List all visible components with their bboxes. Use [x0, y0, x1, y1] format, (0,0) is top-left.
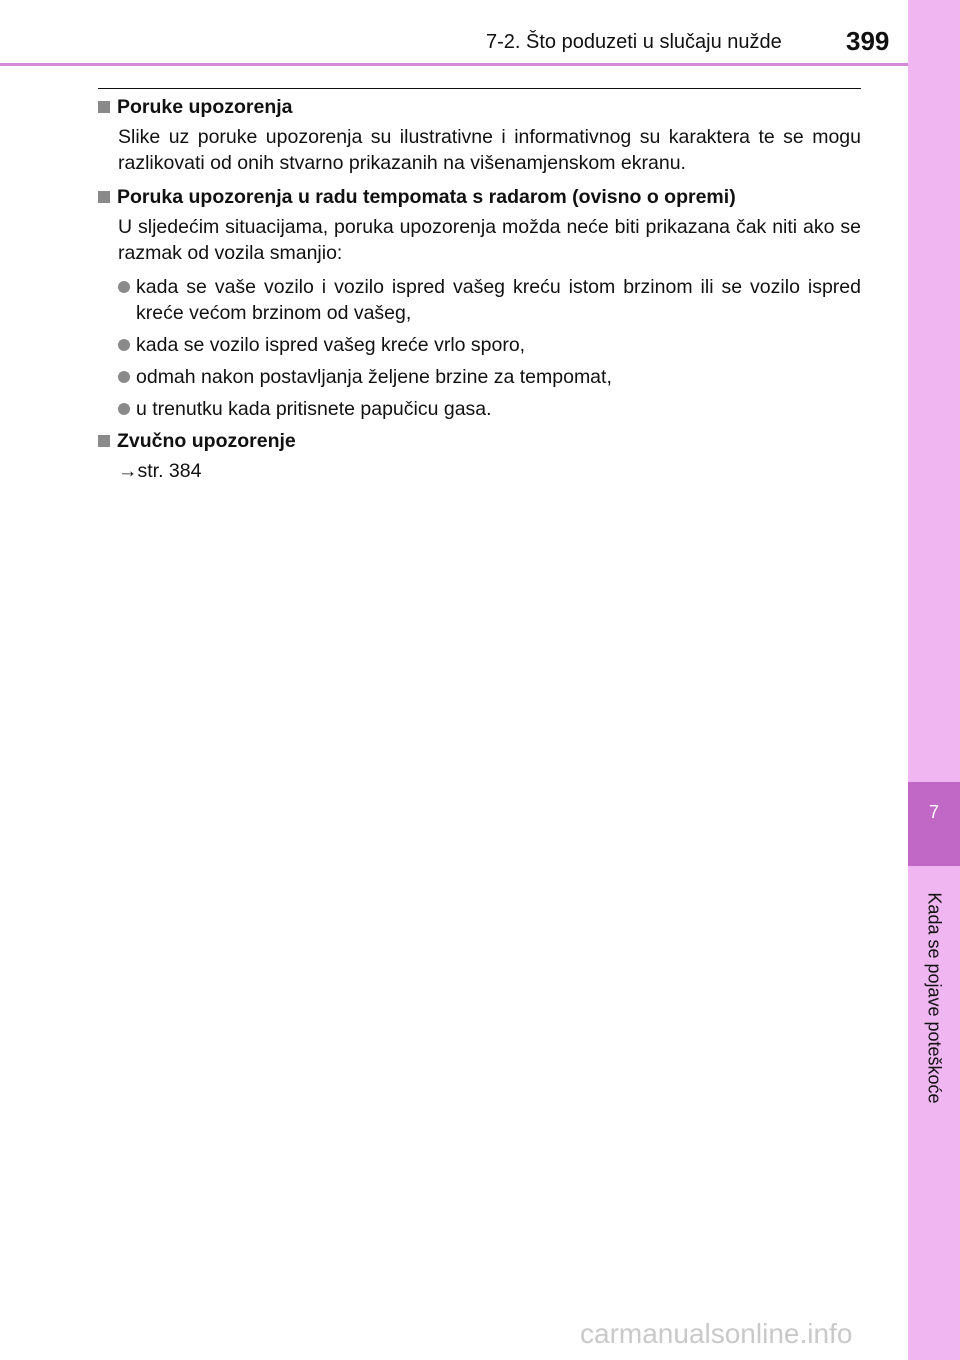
page-number: 399 [846, 26, 890, 56]
section-heading-text: Poruke upozorenja [117, 96, 293, 118]
circle-bullet-icon [118, 403, 130, 415]
section-paragraph: Slike uz poruke upozorenja su ilustrativne i informativnog su karaktera te se mogu razlikovati od onih stvarno prikazanih na višenamjenskom ekranu. [118, 126, 861, 174]
chapter-number: 7 [928, 802, 939, 822]
section-sound-warning [98, 428, 861, 484]
section-heading [98, 94, 861, 120]
section-heading [98, 428, 861, 454]
square-bullet-icon [98, 435, 110, 447]
section-heading-text: Poruka upozorenja u radu tempomata s radarom (ovisno o opremi) [117, 186, 736, 208]
content-rule [98, 88, 861, 89]
circle-bullet-icon [118, 371, 130, 383]
watermark: carmanualsonline.info [580, 1318, 853, 1349]
chapter-number-box [908, 782, 960, 866]
square-bullet-icon [98, 101, 110, 113]
list-item [118, 274, 861, 326]
section-radar-cruise-warning [98, 184, 861, 422]
section-warning-messages [98, 94, 861, 176]
chapter-side-tab [908, 0, 960, 1360]
page-content [98, 94, 861, 492]
list-item-text: kada se vaše vozilo i vozilo ispred vašeg kreću istom brzinom ili se vozilo ispred kreće većom brzinom od vašeg, [136, 276, 861, 324]
circle-bullet-icon [118, 339, 130, 351]
list-item [118, 396, 861, 422]
list-item-text: kada se vozilo ispred vašeg kreće vrlo sporo, [136, 334, 526, 356]
list-item-text: odmah nakon postavljanja željene brzine za tempomat, [136, 366, 612, 388]
section-heading-text: Zvučno upozorenje [117, 430, 296, 452]
header-rule [0, 63, 908, 66]
page-reference-link[interactable]: →str. 384 [118, 460, 202, 482]
list-item [118, 364, 861, 390]
list-item [118, 332, 861, 358]
square-bullet-icon [98, 191, 110, 203]
circle-bullet-icon [118, 281, 130, 293]
section-heading [98, 184, 861, 210]
section-title: 7-2. Što poduzeti u slučaju nužde [486, 31, 782, 53]
chapter-label: Kada se pojave poteškoće [924, 892, 945, 1104]
section-paragraph: U sljedećim situacijama, poruka upozorenja možda neće biti prikazana čak niti ako se razmak od vozila smanjio: [118, 216, 861, 264]
list-item-text: u trenutku kada pritisnete papučicu gasa. [136, 398, 492, 420]
